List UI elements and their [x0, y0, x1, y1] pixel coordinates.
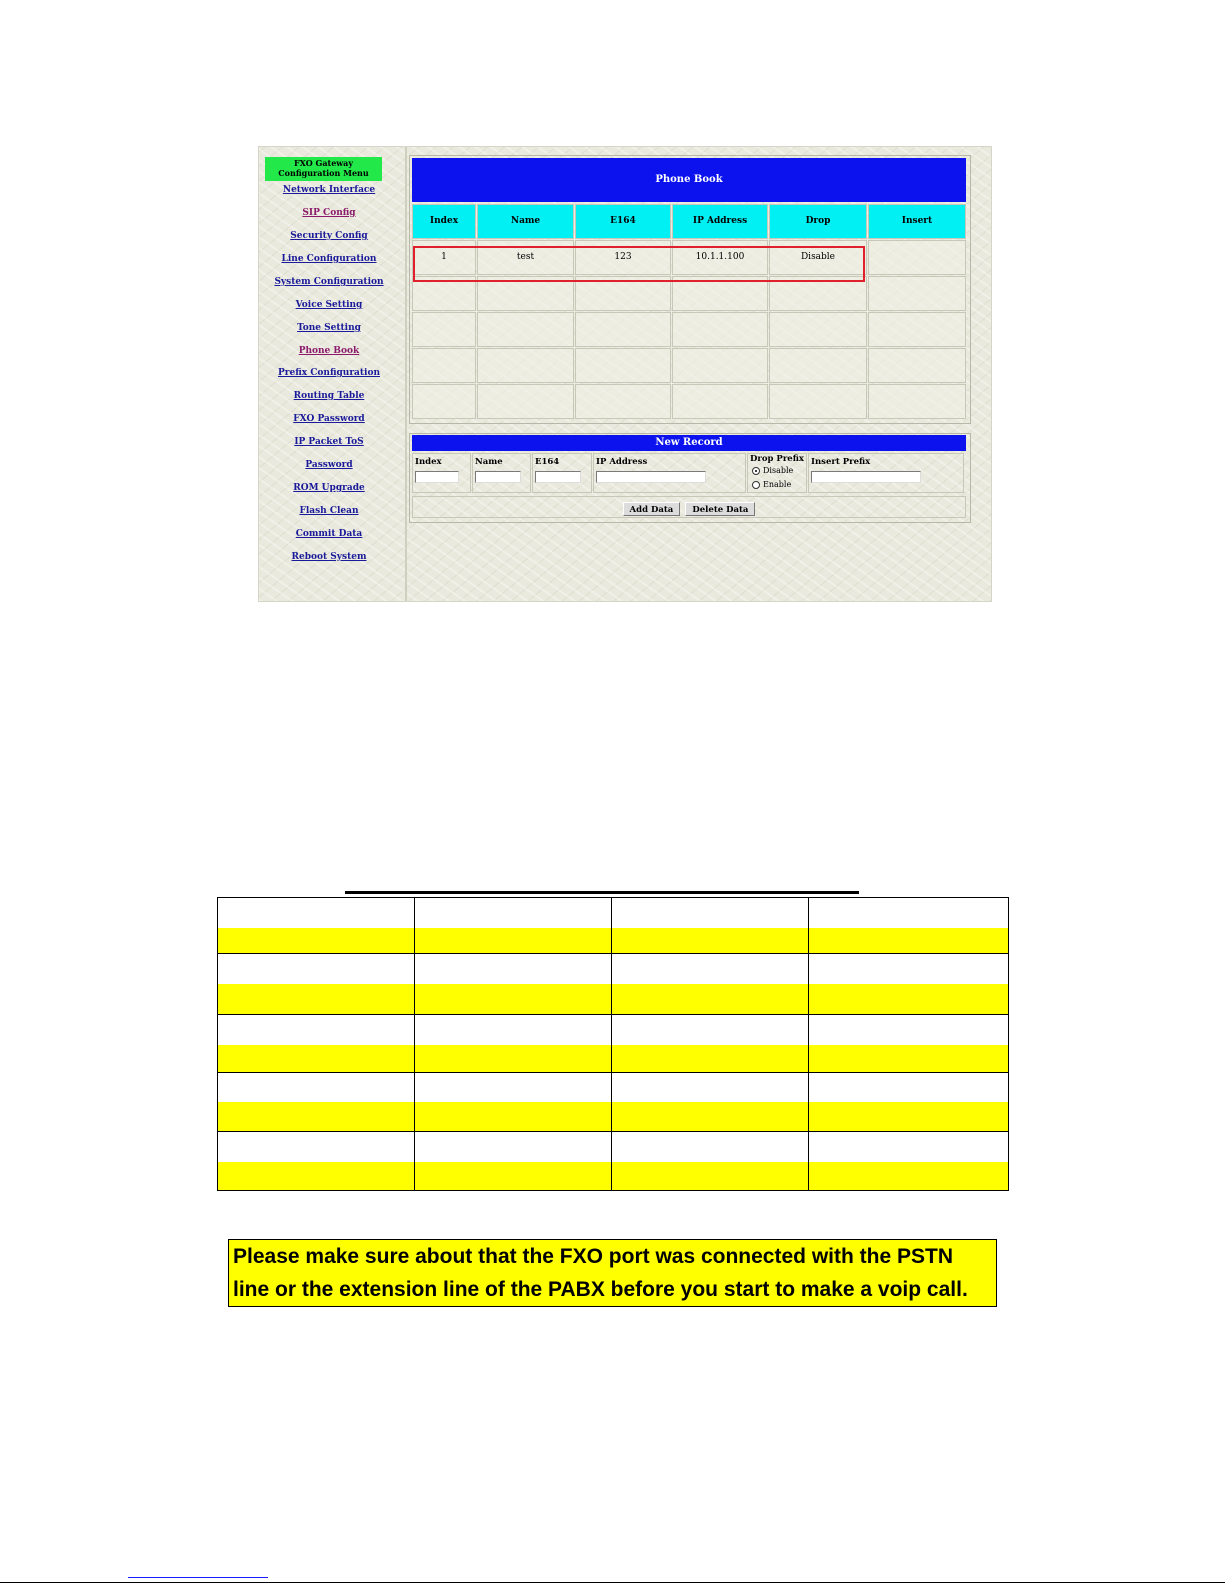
table-cell	[868, 312, 966, 347]
index-label: Index	[415, 457, 442, 467]
table-cell	[809, 984, 1008, 1014]
table-cell	[415, 928, 612, 953]
table-cell	[575, 348, 671, 383]
table-cell	[218, 953, 415, 984]
table-row	[218, 898, 1008, 928]
menu-item-line-configuration[interactable]: Line Configuration	[281, 254, 377, 264]
table-cell	[218, 1162, 415, 1190]
drop-enable-option[interactable]	[752, 480, 791, 489]
column-header: IP Address	[672, 204, 768, 239]
table-cell	[415, 1162, 612, 1190]
phone-book-header-row	[412, 204, 966, 239]
table-cell	[218, 1072, 415, 1102]
table-row	[218, 1131, 1008, 1162]
menu-item-commit-data[interactable]: Commit Data	[295, 529, 363, 539]
table-cell	[612, 1072, 809, 1102]
menu-item-voice-setting[interactable]: Voice Setting	[295, 300, 363, 310]
phone-book-table	[412, 204, 966, 420]
table-row	[412, 240, 966, 275]
table-cell	[672, 276, 768, 311]
table-cell	[612, 898, 809, 928]
table-cell	[809, 1072, 1008, 1102]
table-cell	[769, 348, 867, 383]
menu-item-phone-book[interactable]: Phone Book	[298, 346, 360, 356]
menu-title: FXO Gateway Configuration Menu	[265, 157, 382, 181]
table-row	[218, 1102, 1008, 1132]
e164-field-cell	[532, 453, 592, 493]
table-cell	[809, 1162, 1008, 1190]
menu-item-system-configuration[interactable]: System Configuration	[274, 277, 384, 287]
table-cell	[769, 312, 867, 347]
table-cell: test	[477, 240, 574, 275]
e164-input[interactable]	[535, 471, 581, 483]
table-cell	[672, 312, 768, 347]
table-cell	[769, 276, 867, 311]
table-row	[218, 984, 1008, 1015]
table-cell	[868, 240, 966, 275]
table-cell	[769, 384, 867, 419]
table-row	[218, 953, 1008, 984]
warning-note	[228, 1239, 997, 1307]
ip-address-input[interactable]	[596, 471, 706, 483]
table-cell	[809, 1131, 1008, 1162]
radio-unselected-icon[interactable]	[752, 481, 760, 489]
index-input[interactable]	[415, 471, 459, 483]
new-record-panel	[409, 433, 971, 523]
menu-item-ip-packet-tos[interactable]: IP Packet ToS	[294, 437, 364, 447]
table-cell	[868, 276, 966, 311]
table-cell	[218, 1102, 415, 1131]
column-header: Index	[412, 204, 476, 239]
menu-item-prefix-configuration[interactable]: Prefix Configuration	[277, 368, 381, 378]
drop-disable-label: Disable	[763, 466, 794, 475]
table-cell: Disable	[769, 240, 867, 275]
phone-book-panel	[409, 155, 971, 424]
table-cell	[868, 348, 966, 383]
table-cell	[412, 312, 476, 347]
table-cell	[412, 384, 476, 419]
table-cell: 10.1.1.100	[672, 240, 768, 275]
table-row	[218, 1162, 1008, 1190]
table-cell	[612, 953, 809, 984]
table-cell	[415, 1102, 612, 1131]
table-cell: 123	[575, 240, 671, 275]
table-cell	[415, 1131, 612, 1162]
table-cell	[415, 898, 612, 928]
name-input[interactable]	[475, 471, 521, 483]
drop-disable-option[interactable]	[752, 466, 793, 475]
screenshot-panel	[258, 146, 992, 602]
table-cell	[809, 953, 1008, 984]
column-header: E164	[575, 204, 671, 239]
table-cell	[612, 1162, 809, 1190]
add-data-button[interactable]: Add Data	[623, 502, 681, 516]
menu-item-routing-table[interactable]: Routing Table	[293, 391, 365, 401]
ip-address-label: IP Address	[596, 457, 648, 467]
table-cell	[575, 276, 671, 311]
table-cell: 1	[412, 240, 476, 275]
table-cell	[612, 984, 809, 1014]
table-cell	[612, 1014, 809, 1045]
table-cell	[809, 1045, 1008, 1072]
table-cell	[412, 276, 476, 311]
drop-enable-label: Enable	[763, 480, 792, 489]
table-cell	[218, 1045, 415, 1072]
warning-note-line-2: line or the extension line of the PABX before you start to make a voip call.	[233, 1278, 968, 1301]
table-cell	[218, 1014, 415, 1045]
footer-rule	[0, 1582, 1225, 1583]
index-field-cell	[412, 453, 471, 493]
table-row	[412, 384, 966, 419]
table-cell	[612, 1131, 809, 1162]
table-row	[412, 348, 966, 383]
menu-item-flash-clean[interactable]: Flash Clean	[299, 506, 359, 516]
table-cell	[415, 953, 612, 984]
table-cell	[218, 984, 415, 1014]
table-cell	[477, 384, 574, 419]
name-label: Name	[475, 457, 503, 467]
menu-item-security-config[interactable]: Security Config	[290, 231, 368, 241]
table-row	[218, 1014, 1008, 1045]
table-row	[412, 312, 966, 347]
table-cell	[612, 1102, 809, 1131]
table-cell	[218, 928, 415, 953]
radio-selected-icon[interactable]	[752, 467, 760, 475]
config-menu	[259, 147, 407, 601]
insert-prefix-cell	[808, 453, 964, 493]
new-record-title: New Record	[412, 435, 966, 451]
new-record-actions	[412, 496, 966, 518]
menu-item-reboot-system[interactable]: Reboot System	[291, 552, 367, 562]
table-cell	[672, 384, 768, 419]
table-cell	[809, 898, 1008, 928]
delete-data-button[interactable]: Delete Data	[685, 502, 755, 516]
menu-item-password[interactable]: Password	[305, 460, 353, 470]
table-cell	[575, 384, 671, 419]
menu-item-fxo-password[interactable]: FXO Password	[293, 414, 365, 424]
phone-book-title: Phone Book	[412, 158, 966, 202]
table-row	[218, 928, 1008, 954]
menu-item-tone-setting[interactable]: Tone Setting	[297, 323, 361, 333]
table-cell	[415, 1045, 612, 1072]
table-cell	[477, 276, 574, 311]
insert-prefix-label: Insert Prefix	[811, 457, 871, 467]
table-row	[412, 276, 966, 311]
ip-field-cell	[593, 453, 746, 493]
name-field-cell	[472, 453, 531, 493]
table-cell	[575, 312, 671, 347]
table-cell	[412, 348, 476, 383]
column-header: Name	[477, 204, 574, 239]
table-cell	[868, 384, 966, 419]
footnote-link-rule	[128, 1577, 268, 1578]
warning-note-line-1: Please make sure about that the FXO port was connected with the PSTN	[233, 1245, 953, 1268]
table-cell	[477, 312, 574, 347]
drop-prefix-label: Drop Prefix	[750, 454, 804, 464]
table-cell	[477, 348, 574, 383]
table-cell	[672, 348, 768, 383]
table-cell	[415, 1014, 612, 1045]
column-header: Drop	[769, 204, 867, 239]
table-cell	[415, 984, 612, 1014]
e164-label: E164	[535, 457, 560, 467]
menu-item-sip-config[interactable]: SIP Config	[302, 208, 356, 218]
table-caption-bar	[345, 891, 859, 894]
table-cell	[809, 1014, 1008, 1045]
table-cell	[809, 928, 1008, 953]
table-row	[218, 1045, 1008, 1073]
menu-item-rom-upgrade[interactable]: ROM Upgrade	[293, 483, 365, 493]
table-cell	[809, 1102, 1008, 1131]
insert-prefix-input[interactable]	[811, 471, 921, 483]
table-cell	[218, 898, 415, 928]
table-cell	[612, 1045, 809, 1072]
table-row	[218, 1072, 1008, 1102]
table-cell	[415, 1072, 612, 1102]
table-cell	[218, 1131, 415, 1162]
menu-item-network-interface[interactable]: Network Interface	[282, 185, 376, 195]
column-header: Insert	[868, 204, 966, 239]
drop-prefix-cell	[747, 453, 807, 493]
table-cell	[612, 928, 809, 953]
document-table	[217, 897, 1009, 1191]
